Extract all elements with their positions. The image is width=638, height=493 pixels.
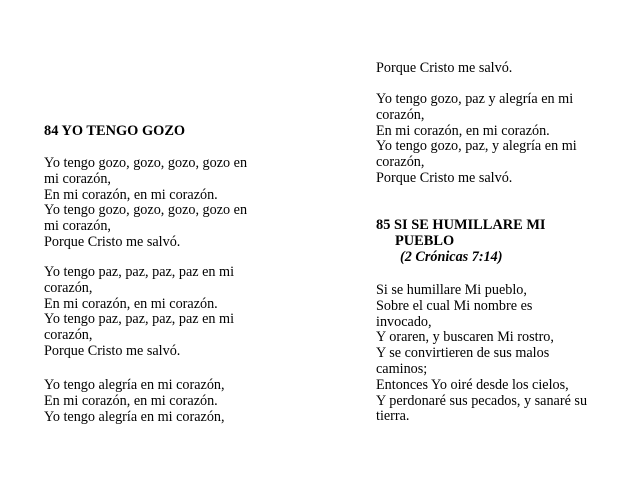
lyric-line: Y perdonaré sus pecados, y sanaré su bbox=[376, 392, 588, 409]
lyric-line: Yo tengo gozo, gozo, gozo, gozo en bbox=[44, 155, 248, 171]
lyric-line: En mi corazón, en mi corazón. bbox=[44, 186, 218, 203]
lyric-line: corazón, bbox=[44, 327, 93, 344]
lyric-line: Yo tengo gozo, gozo, gozo, gozo en bbox=[44, 202, 248, 219]
song-85-title: 85 SI SE HUMILLARE MI bbox=[376, 217, 546, 233]
lyric-line: mi corazón, bbox=[44, 170, 111, 187]
scripture-reference: (2 Crónicas 7:14) bbox=[400, 248, 503, 265]
lyric-line: Yo tengo alegría en mi corazón, bbox=[44, 408, 225, 425]
song-84-continued-stanza-a bbox=[376, 61, 512, 77]
lyric-line: Si se humillare Mi pueblo, bbox=[376, 282, 527, 298]
lyric-line: En mi corazón, en mi corazón. bbox=[44, 295, 218, 312]
lyric-line: caminos; bbox=[376, 360, 428, 377]
lyric-line: Yo tengo paz, paz, paz, paz en mi bbox=[44, 311, 235, 328]
lyric-line: En mi corazón, en mi corazón. bbox=[44, 392, 218, 409]
lyric-line: Sobre el cual Mi nombre es bbox=[376, 297, 533, 314]
song-85-title-continued: PUEBLO bbox=[395, 232, 455, 249]
song-84-stanza-3 bbox=[44, 378, 225, 425]
lyric-line: invocado, bbox=[376, 313, 432, 330]
lyric-line: Yo tengo paz, paz, paz, paz en mi bbox=[44, 264, 235, 280]
lyric-line: Porque Cristo me salvó. bbox=[376, 169, 513, 186]
lyric-line: Y oraren, y buscaren Mi rostro, bbox=[376, 329, 554, 346]
lyric-line: corazón, bbox=[44, 279, 93, 296]
lyric-line: Yo tengo gozo, paz, y alegría en mi bbox=[376, 138, 577, 155]
song-84-stanza-2 bbox=[44, 265, 234, 360]
lyric-line: Porque Cristo me salvó. bbox=[44, 342, 181, 359]
lyric-line: Porque Cristo me salvó. bbox=[44, 233, 181, 250]
song-84-title: 84 YO TENGO GOZO bbox=[44, 123, 186, 139]
song-84-stanza-1 bbox=[44, 156, 247, 251]
lyric-line: Y se convirtieren de sus malos bbox=[376, 345, 550, 362]
lyric-line: En mi corazón, en mi corazón. bbox=[376, 122, 550, 139]
lyric-line: corazón, bbox=[376, 154, 425, 171]
song-85-stanza bbox=[376, 283, 587, 425]
lyric-line: tierra. bbox=[376, 408, 410, 425]
song-85-heading bbox=[376, 218, 546, 265]
song-84-continued-stanza-b bbox=[376, 92, 577, 187]
lyric-line: Porque Cristo me salvó. bbox=[376, 60, 513, 76]
lyric-line: mi corazón, bbox=[44, 218, 111, 235]
lyric-line: Yo tengo gozo, paz y alegría en mi bbox=[376, 91, 574, 107]
lyric-line: Yo tengo alegría en mi corazón, bbox=[44, 377, 225, 393]
lyric-line: Entonces Yo oiré desde los cielos, bbox=[376, 376, 569, 393]
lyric-line: corazón, bbox=[376, 106, 425, 123]
